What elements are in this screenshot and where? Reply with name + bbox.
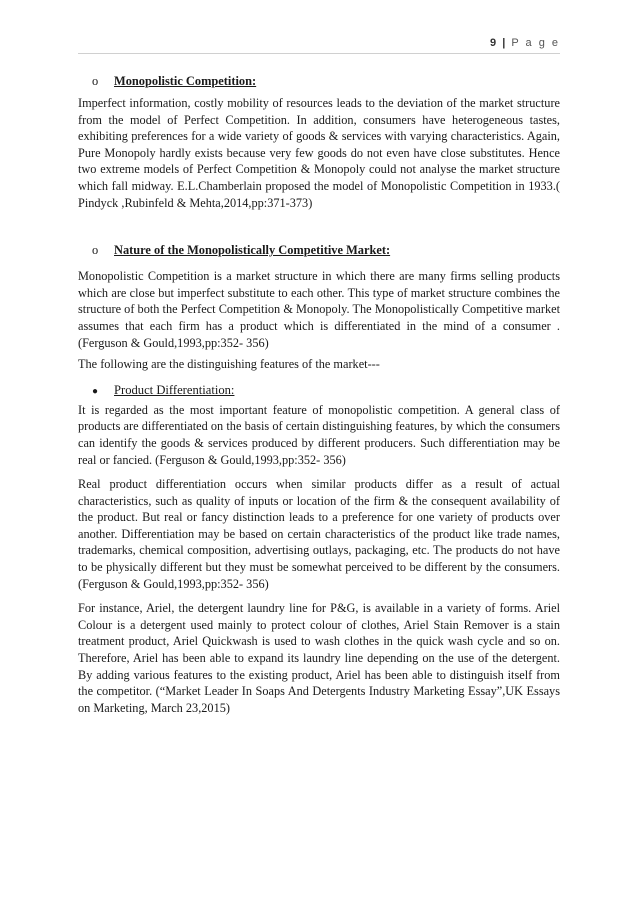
paragraph-nature-of-market: Monopolistic Competition is a market structure in which there are many firms selling products which are close but imperfect substitute to each other. This type of market structure combines the structure of both the Perfect Competition & Monopoly. The Monopolistically Competitive market assumes that each firm has a product which is differentiated in the mind of a consumer .(Ferguson & Gould,1993,pp:352- 356) [78, 269, 560, 350]
dot-bullet-icon: ● [92, 385, 99, 397]
page-number: 9 [490, 37, 497, 49]
paragraph-monopolistic-competition: Imperfect information, costly mobility of resources leads to the deviation of the market structure from the model of Perfect Competition. In addition, consumers have heterogeneous tastes, exhibiting preferences for a wide variety of goods & services with varying characteristics. Again, Pure Monopoly hardly exists because very few goods do not even have close substitutes. Hence two extreme models of Perfect Competition & Monopoly could not analyse the market structure which fall midway. E.L.Chamberlain proposed the model of Monopolistic Competition in 1933.( Pindyck ,Rubinfeld & Mehta,2014,pp:371-373) [78, 96, 560, 210]
page-label: P a g e [511, 37, 560, 49]
circle-bullet-icon: o [92, 74, 99, 88]
paragraph-features-intro: The following are the distinguishing features of the market--- [78, 357, 380, 372]
page-separator: | [502, 37, 506, 49]
document-body [78, 74, 560, 716]
paragraph-differentiation-3: For instance, Ariel, the detergent laundry line for P&G, is available in a variety of forms. Ariel Colour is a detergent used mainly to protect colour of clothes, Ariel Stain Remover is a stain treatment product, Ariel Quickwash is used to wash clothes in the quick wash cycle and so on. Therefore, Ariel has been able to expand its laundry line depending on the use of the detergent. By adding various features to the existing product, Ariel has been able to distinguish itself from the competitor. (“Market Leader In Soaps And Detergents Industry Marketing Essay”,UK Essays on Marketing, March 23,2015) [78, 601, 560, 715]
header-divider [78, 53, 560, 54]
section-heading-product-differentiation [78, 383, 560, 398]
paragraph-differentiation-1: It is regarded as the most important feature of monopolistic competition. A general class of products are differentiated on the basis of certain distinguishing features, by which the consumers can identify the goods & services produced by different producers. Such differentiation may be real or fancied. (Ferguson & Gould,1993,pp:352- 356) [78, 402, 560, 467]
circle-bullet-icon: o [92, 243, 99, 258]
heading-text: Product Differentiation: [114, 382, 235, 397]
section-heading-nature-of-market [78, 243, 560, 258]
page-header [490, 37, 560, 49]
section-heading-monopolistic-competition [78, 74, 560, 89]
heading-text: Monopolistic Competition: [114, 74, 257, 88]
heading-text: Nature of the Monopolistically Competitive Market: [114, 243, 391, 258]
paragraph-differentiation-2: Real product differentiation occurs when similar products differ as a result of actual characteristics, such as quality of inputs or location of the firm & the consequent availability of the product. But real or fancy distinction leads to a preference for one variety of products over another. Differentiation may be based on certain characteristics of the product like trade names, trademarks, chemical composition, advertising outlays, packaging, etc. The products do not have to be physically different but they must be somewhat perceived to be different by the consumers. (Ferguson & Gould,1993,pp:352- 356) [78, 477, 560, 591]
